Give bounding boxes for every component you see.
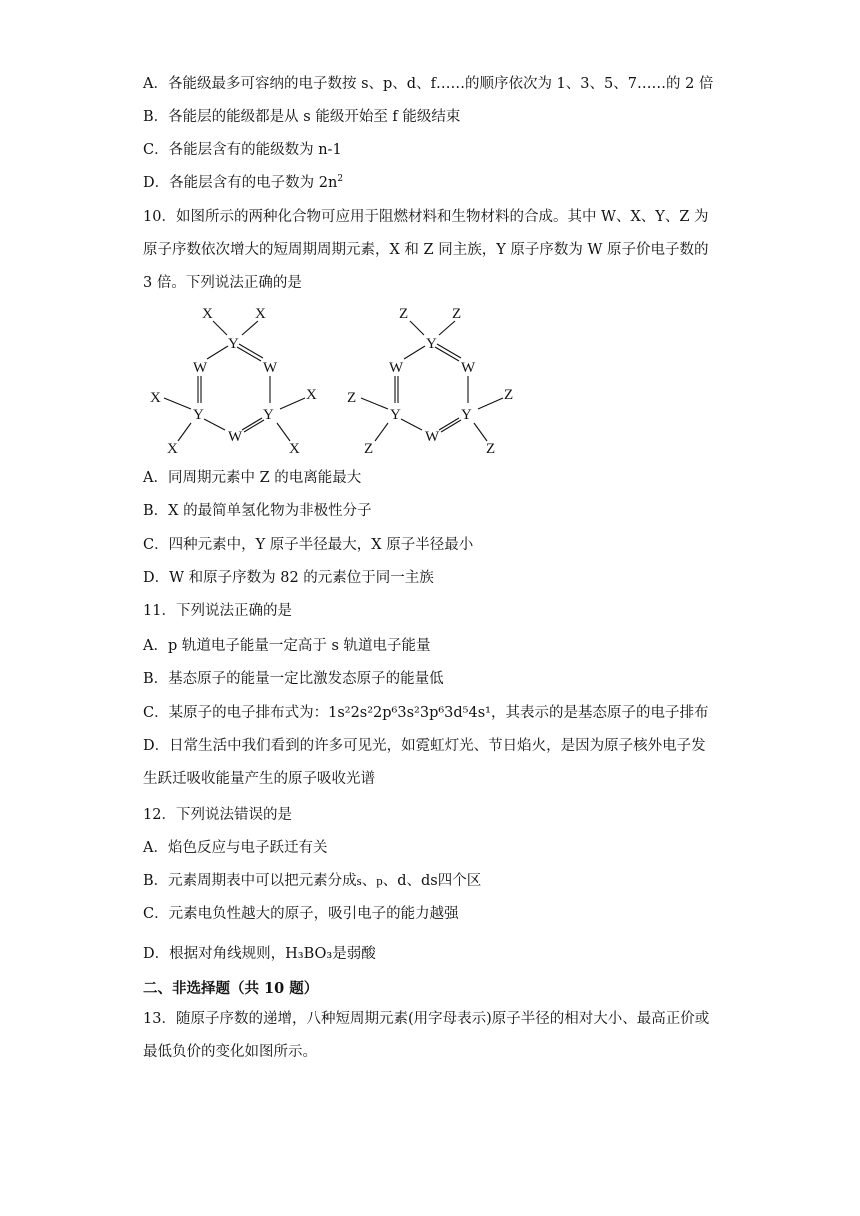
q12-option-b-suffix: 四个区	[437, 873, 482, 889]
q12-option-b-s: s	[356, 873, 362, 888]
compound-left	[150, 306, 317, 457]
atom-x-top-right: X	[255, 306, 266, 322]
section-heading: 二、非选择题（共 10 题）	[143, 980, 319, 997]
q12-stem: 12．下列说法错误的是	[143, 807, 292, 823]
q11-option-b: B．基态原子的能量一定比激发态原子的能量低	[143, 671, 444, 687]
q11-option-c-config: 1s²2s²2p⁶3s²3p⁶3d⁵4s¹	[328, 705, 491, 721]
q12-option-b-prefix: B．元素周期表中可以把元素分成	[143, 873, 357, 889]
q9-option-c: C．各能层含有的能级数为 n-1	[143, 142, 342, 158]
atom-w-bottom: W	[425, 429, 440, 445]
q12-option-b	[143, 871, 481, 891]
q9-option-d-sup: 2	[337, 174, 344, 184]
q12-option-b-sep2: 、d、ds	[382, 873, 438, 889]
atom-y-top: Y	[426, 336, 437, 352]
q9-option-a: A．各能级最多可容纳的电子数按 s、p、d、f……的顺序依次为 1、3、5、7……的 2 倍	[143, 76, 714, 92]
q12-option-d-prefix: D．根据对角线规则，	[143, 946, 286, 962]
atom-x-bottom-right: X	[289, 441, 300, 457]
q12-option-c: C．元素电负性越大的原子，吸引电子的能力越强	[143, 906, 459, 922]
q9-option-d	[143, 173, 343, 193]
atom-y-left: Y	[193, 407, 204, 423]
q12-option-d-formula: H₃BO₃	[285, 946, 333, 962]
atom-x-left: X	[150, 390, 161, 406]
atom-w-right: W	[263, 360, 278, 376]
atom-w-right: W	[461, 360, 476, 376]
atom-z-bottom-left: Z	[364, 441, 374, 457]
q10-option-a: A．同周期元素中 Z 的电离能最大	[143, 470, 362, 486]
atom-w-bottom: W	[228, 429, 243, 445]
atom-x-right: X	[306, 387, 317, 403]
atom-z-top-right: Z	[452, 306, 462, 322]
q12-option-b-p: p	[376, 873, 383, 888]
atom-w-left: W	[193, 360, 208, 376]
q11-option-c	[143, 703, 708, 723]
atom-w-left: W	[389, 360, 404, 376]
atom-y-right: Y	[461, 407, 472, 423]
q11-option-c-suffix: ，其表示的是基态原子的电子排布	[490, 705, 709, 721]
q10-option-d: D．W 和原子序数为 82 的元素位于同一主族	[143, 570, 434, 586]
q11-option-d: D．日常生活中我们看到的许多可见光，如霓虹灯光、节日焰火，是因为原子核外电子发生跃迁吸收能量产生的原子吸收光谱	[143, 738, 706, 787]
atom-z-top-left: Z	[399, 306, 409, 322]
q11-option-c-prefix: C．某原子的电子排布式为：	[143, 705, 329, 721]
q10-structure-figure	[140, 298, 530, 464]
atom-z-bottom-right: Z	[486, 441, 496, 457]
atom-y-top: Y	[228, 336, 239, 352]
q11-stem: 11．下列说法正确的是	[143, 603, 292, 619]
q9-option-b: B．各能层的能级都是从 s 能级开始至 f 能级结束	[143, 109, 461, 125]
q12-option-d	[143, 944, 376, 964]
q13-stem: 13．随原子序数的递增，八种短周期元素(用字母表示)原子半径的相对大小、最高正价或最低负价的变化如图所示。	[143, 1011, 710, 1060]
atom-z-right: Z	[504, 387, 514, 403]
atom-y-left: Y	[390, 407, 401, 423]
atom-z-left: Z	[347, 390, 357, 406]
q10-option-b: B．X 的最简单氢化物为非极性分子	[143, 503, 372, 519]
q12-option-d-suffix: 是弱酸	[332, 946, 376, 962]
q12-option-a: A．焰色反应与电子跃迁有关	[143, 840, 328, 856]
q10-option-c: C．四种元素中，Y 原子半径最大，X 原子半径最小	[143, 537, 474, 553]
q12-option-b-sep1: 、	[361, 873, 377, 889]
q10-stem: 10．如图所示的两种化合物可应用于阻燃材料和生物材料的合成。其中 W、X、Y、Z 为原子序数依次增大的短周期周期元素，X 和 Z 同主族，Y 原子序数为 W 原子价电子数的 3 倍。下列说法正确的是	[143, 209, 709, 291]
q9-option-d-text: D．各能层含有的电子数为 2n	[143, 175, 338, 191]
atom-x-top-left: X	[202, 306, 213, 322]
compound-right	[347, 306, 513, 457]
q11-option-a: A．p 轨道电子能量一定高于 s 轨道电子能量	[143, 638, 431, 654]
atom-y-right: Y	[263, 407, 274, 423]
atom-x-bottom-left: X	[167, 441, 178, 457]
